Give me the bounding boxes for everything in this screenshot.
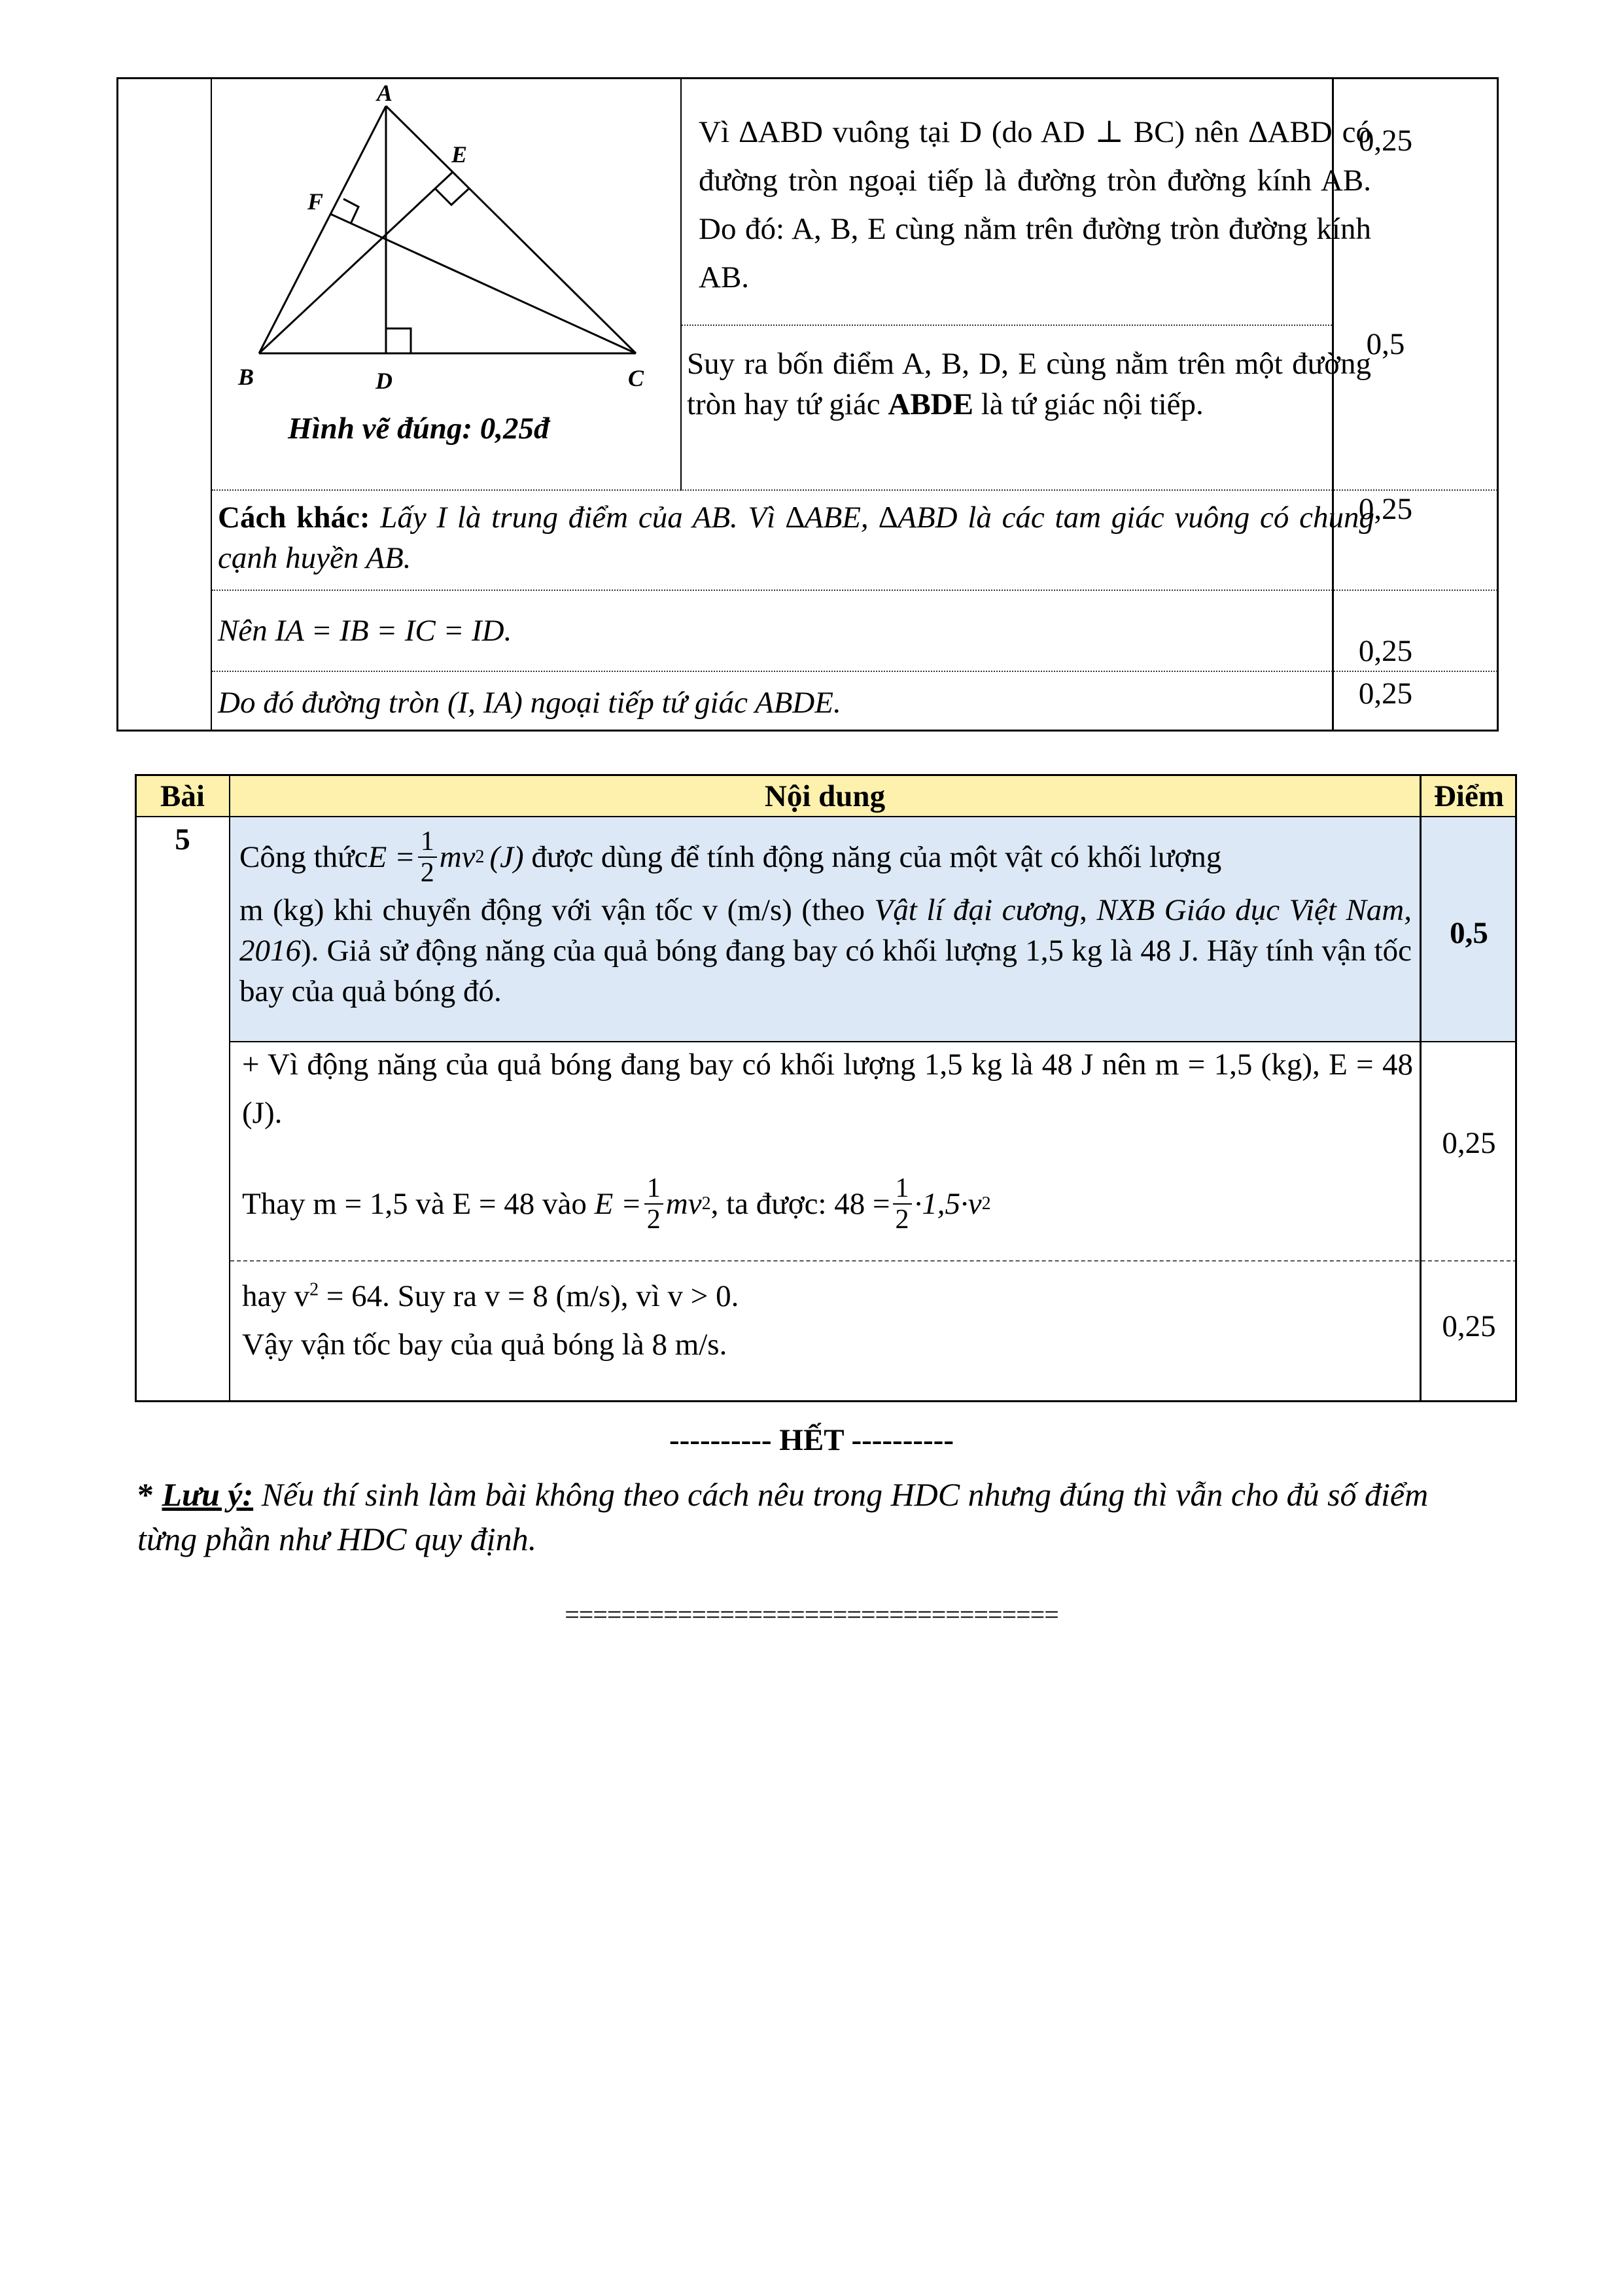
note: * Lưu ý: Nếu thí sinh làm bài không theo cách nêu trong HDC nhưng đúng thì vẫn cho đủ số điểm từng phần như HDC quy định. bbox=[137, 1476, 1429, 1557]
step1-score: 0,25 bbox=[1442, 1126, 1496, 1160]
separator: =================================== bbox=[565, 1600, 1058, 1629]
right-angle-e bbox=[435, 188, 469, 205]
alt-method-text: Cách khác: Lấy I là trung điểm của AB. Vì ∆ABE, ∆ABD là các tam giác vuông có chung cạnh huyền AB. bbox=[218, 501, 1374, 575]
label-a: A bbox=[377, 80, 393, 106]
problem-statement: Công thức E = $\frac{1}{2}$ mv 2 (J) được dùng để tính động năng của một vật có khối lượng m (kg) khi chuyển động với vận tốc v (m/s) (theo Vật lí đại cương, NXB Giáo dục Việt Nam, 2016). Giả sử động năng của quả bóng đang bay có khối lượng 1,5 kg là 48 J. Hãy tính vận tốc bay của quả bóng đó. bbox=[239, 826, 1412, 1008]
row-ia-score: 0,25 bbox=[1358, 634, 1413, 668]
row-ia-text: Nên IA = IB = IC = ID. bbox=[218, 614, 512, 648]
header-diem: Điểm bbox=[1433, 779, 1504, 813]
figure-caption: Hình vẽ đúng: 0,25đ bbox=[288, 412, 550, 446]
formula-fraction: $\frac{1}{2}$ bbox=[418, 826, 437, 888]
row2-score: 0,5 bbox=[1366, 327, 1405, 361]
right-angle-d bbox=[386, 328, 411, 353]
row-circle-score: 0,25 bbox=[1358, 677, 1413, 711]
step2-line2: Vậy vận tốc bay của quả bóng là 8 m/s. bbox=[242, 1328, 727, 1362]
alt-method-score: 0,25 bbox=[1358, 492, 1413, 526]
header-noi-dung: Nội dung bbox=[764, 779, 886, 813]
problem-number: 5 bbox=[175, 822, 190, 857]
altitude-cf bbox=[330, 214, 636, 353]
label-f: F bbox=[307, 188, 324, 215]
step2-line1: hay $v^2 = 64$. Suy ra v = 8 (m/s), vì v > 0. bbox=[242, 1279, 739, 1313]
label-d: D bbox=[375, 368, 393, 394]
step2-score: 0,25 bbox=[1442, 1309, 1496, 1343]
row2-text: Suy ra bốn điểm A, B, D, E cùng nằm trên một đường tròn hay tứ giác ABDE là tứ giác nội tiếp. bbox=[687, 347, 1371, 421]
label-b: B bbox=[238, 364, 254, 390]
row1-score: 0,25 bbox=[1358, 124, 1413, 158]
end-mark: ---------- HẾT ---------- bbox=[669, 1423, 954, 1457]
row1-text: Vì ∆ABD vuông tại D (do AD ⊥ BC) nên ∆ABD có đường tròn ngoại tiếp là đường tròn đường kính AB. Do đó: A, B, E cùng nằm trên đường tròn đường kính AB. bbox=[699, 115, 1371, 294]
altitude-be bbox=[259, 172, 453, 353]
row-circle-text: Do đó đường tròn (I, IA) ngoại tiếp tứ giác ABDE. bbox=[218, 686, 841, 720]
label-c: C bbox=[628, 365, 644, 391]
problem-score: 0,5 bbox=[1450, 916, 1488, 950]
triangle-figure bbox=[236, 79, 654, 399]
step1-line1: + Vì động năng của quả bóng đang bay có khối lượng 1,5 kg là 48 J nên m = 1,5 (kg), E = 48 (J). bbox=[242, 1048, 1413, 1130]
label-e: E bbox=[451, 141, 468, 168]
header-bai: Bài bbox=[160, 779, 205, 813]
side-ac bbox=[386, 106, 636, 353]
step1-line2: Thay m = 1,5 và E = 48 vào E = $\frac{1}{2}$ mv 2 , ta được: 48 = $\frac{1}{2}$ ·1,5·v 2 bbox=[242, 1173, 991, 1235]
